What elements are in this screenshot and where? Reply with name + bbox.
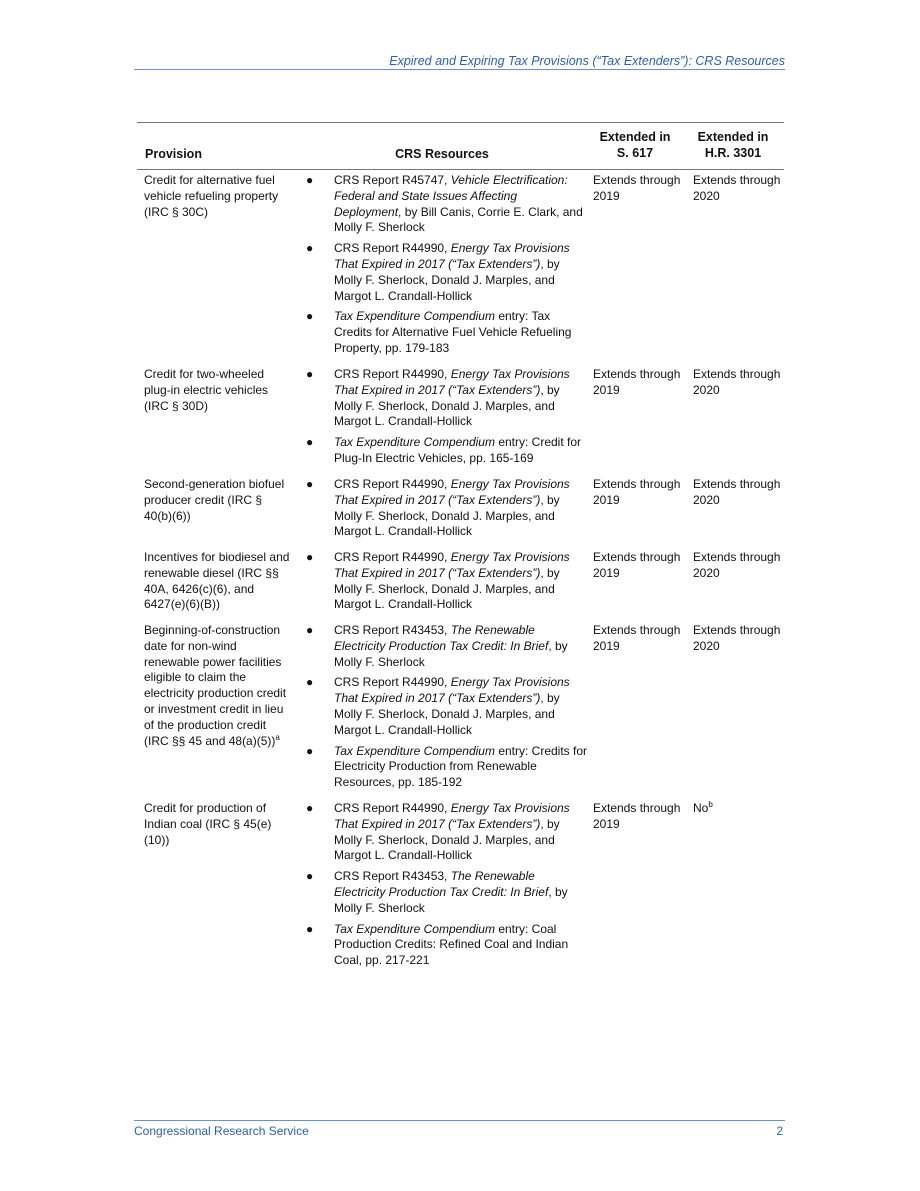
bullet-icon: ● bbox=[306, 309, 314, 324]
resources-cell bbox=[304, 367, 587, 472]
page-footer bbox=[134, 1120, 785, 1138]
s617-cell: Extends through 2019 bbox=[593, 550, 681, 580]
provision-cell: Second-generation biofuel producer credit (IRC § 40(b)(6)) bbox=[144, 477, 285, 523]
s617-cell: Extends through 2019 bbox=[593, 367, 681, 397]
hr3301-cell: Extends through 2020 bbox=[693, 623, 781, 653]
resource-item: ● Tax Expenditure Compendium entry: Credits for Electricity Production from Renewable Resources, pp. 185-192 bbox=[306, 743, 588, 790]
provision-cell: Credit for alternative fuel vehicle refueling property (IRC § 30C) bbox=[144, 173, 279, 219]
hr3301-cell: Extends through 2020 bbox=[693, 173, 781, 203]
bullet-icon: ● bbox=[306, 743, 314, 758]
provision-cell: Beginning-of-construction date for non-wind renewable power facilities eligible to claim the electricity production credit or investment credit in lieu of the production credit (IRC §§ 45 and 48(a)(5))$^a$ bbox=[144, 623, 287, 748]
s617-cell: Extends through 2019 bbox=[593, 801, 681, 831]
resource-item: ● Tax Expenditure Compendium entry: Coal Production Credits: Refined Coal and Indian Coal, pp. 217-221 bbox=[306, 921, 569, 968]
bullet-icon: ● bbox=[306, 675, 314, 690]
col-header-crs-resources: CRS Resources bbox=[395, 147, 489, 161]
running-header: Expired and Expiring Tax Provisions (“Tax Extenders”): CRS Resources bbox=[134, 54, 785, 70]
resource-item: ● Tax Expenditure Compendium entry: Credit for Plug-In Electric Vehicles, pp. 165-169 bbox=[306, 435, 582, 465]
s617-cell: Extends through 2019 bbox=[593, 173, 681, 203]
resource-item: ● CRS Report R43453, The Renewable Electricity Production Tax Credit: In Brief, by Molly F. Sherlock bbox=[306, 869, 568, 915]
col-header-hr3301: Extended in H.R. 3301 bbox=[697, 130, 769, 160]
footnote-marker: b bbox=[708, 800, 713, 809]
resources-cell bbox=[304, 801, 587, 974]
s617-cell: Extends through 2019 bbox=[593, 623, 681, 653]
resource-item: ● CRS Report R44990, Energy Tax Provisions That Expired in 2017 (“Tax Extenders”), by Molly F. Sherlock, Donald J. Marples, and Margot L. Crandall-Hollick bbox=[306, 675, 570, 737]
s617-cell: Extends through 2019 bbox=[593, 477, 681, 507]
resource-item: ● CRS Report R44990, Energy Tax Provisions That Expired in 2017 (“Tax Extenders”), by Molly F. Sherlock, Donald J. Marples, and Margot L. Crandall-Hollick bbox=[306, 801, 570, 863]
resource-item: ● CRS Report R44990, Energy Tax Provisions That Expired in 2017 (“Tax Extenders”), by Molly F. Sherlock, Donald J. Marples, and Margot L. Crandall-Hollick bbox=[306, 550, 570, 612]
bullet-icon: ● bbox=[306, 173, 314, 187]
resource-item: ● Tax Expenditure Compendium entry: Tax Credits for Alternative Fuel Vehicle Refueling Property, pp. 179-183 bbox=[306, 309, 572, 355]
resources-cell bbox=[304, 623, 587, 796]
bullet-icon: ● bbox=[306, 367, 314, 381]
resource-item: ● CRS Report R44990, Energy Tax Provisions That Expired in 2017 (“Tax Extenders”), by Molly F. Sherlock, Donald J. Marples, and Margot L. Crandall-Hollick bbox=[306, 477, 570, 539]
col-header-s617: Extended in S. 617 bbox=[599, 130, 671, 160]
hr3301-cell: Extends through 2020 bbox=[693, 477, 781, 507]
bullet-icon: ● bbox=[306, 435, 314, 450]
provision-cell: Incentives for biodiesel and renewable diesel (IRC §§ 40A, 6426(c)(6), and 6427(e)(6)(B)) bbox=[144, 550, 290, 612]
resource-item: ● CRS Report R45747, Vehicle Electrification: Federal and State Issues Affecting Deployment, by Bill Canis, Corrie E. Clark, and Molly F. Sherlock bbox=[306, 173, 583, 235]
bullet-icon: ● bbox=[306, 477, 314, 491]
footnote-marker: a bbox=[275, 732, 280, 742]
resource-item: ● CRS Report R44990, Energy Tax Provisions That Expired in 2017 (“Tax Extenders”), by Molly F. Sherlock, Donald J. Marples, and Margot L. Crandall-Hollick bbox=[306, 367, 570, 429]
resource-item: ● CRS Report R44990, Energy Tax Provisions That Expired in 2017 (“Tax Extenders”), by Molly F. Sherlock, Donald J. Marples, and Margot L. Crandall-Hollick bbox=[306, 241, 570, 303]
resources-cell bbox=[304, 550, 587, 618]
footer-source: Congressional Research Service bbox=[134, 1124, 309, 1138]
bullet-icon: ● bbox=[306, 801, 314, 815]
resources-cell bbox=[304, 173, 587, 362]
provision-cell: Credit for production of Indian coal (IRC § 45(e)(10)) bbox=[144, 801, 272, 847]
resource-item: ● CRS Report R43453, The Renewable Electricity Production Tax Credit: In Brief, by Molly F. Sherlock bbox=[306, 623, 568, 669]
bullet-icon: ● bbox=[306, 550, 314, 564]
provision-cell: Credit for two-wheeled plug-in electric vehicles (IRC § 30D) bbox=[144, 367, 269, 413]
col-header-provision: Provision bbox=[145, 147, 202, 161]
bullet-icon: ● bbox=[306, 623, 314, 637]
table-header bbox=[137, 123, 784, 170]
resources-cell bbox=[304, 477, 587, 545]
hr3301-cell: Extends through 2020 bbox=[693, 550, 781, 580]
bullet-icon: ● bbox=[306, 921, 314, 936]
bullet-icon: ● bbox=[306, 241, 314, 256]
bullet-icon: ● bbox=[306, 869, 314, 884]
hr3301-cell: No$^b$ bbox=[693, 800, 713, 815]
hr3301-cell: Extends through 2020 bbox=[693, 367, 781, 397]
page-number: 2 bbox=[776, 1124, 783, 1138]
